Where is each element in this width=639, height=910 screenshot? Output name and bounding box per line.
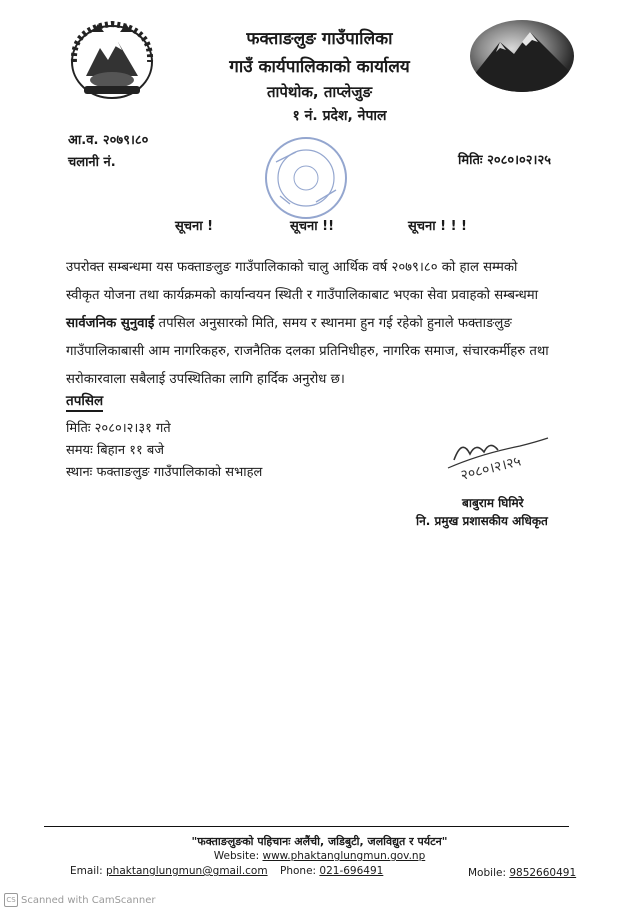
mobile-link[interactable]: 9852660491 [509,867,577,879]
signer-name: बाबुराम घिमिरे [462,496,524,510]
scanner-text: Scanned with CamScanner [21,895,156,906]
email-label: Email: [70,865,107,877]
body-line: सरोकारवाला सबैलाई उपस्थितिका लागि हार्दिक अनुरोध छ। [66,372,345,387]
signer-title: नि. प्रमुख प्रशासकीय अधिकृत [416,514,548,528]
signature-date: २०८०।२।२५ [459,453,523,484]
body-line: स्वीकृत योजना तथा कार्यक्रमको कार्यान्वयन स्थिती र गाउँपालिकाबाट भएका सेवा प्रवाहको सम्बन्धमा [66,288,539,303]
office-name: फक्ताङलुङ गाउँपालिका [246,29,393,49]
office-address: तापेथोक, ताप्लेजुङ [266,83,373,101]
details-heading: तपसिल [66,392,103,412]
website-label: Website: [213,850,263,862]
footer-mobile [468,867,576,879]
notice-body [66,254,586,394]
body-line [66,310,586,338]
office-subtitle: गाउँ कार्यपालिकाको कार्यालय [229,57,410,77]
notice-heading-3: सूचना ! ! ! [408,219,467,234]
event-time: समयः बिहान ११ बजे [66,443,164,458]
body-line: गाउँपालिकाबासी आम नागरिकहरु, राजनैतिक दलका प्रतिनिधीहरु, नागरिक समाज, संचारकर्मीहरु तथा [66,344,549,359]
body-line-rest: तपसिल अनुसारको मिति, समय र स्थानमा हुन गई रहेको हुनाले फक्ताङलुङ [154,316,512,331]
dispatch-number: चलानी नं. [68,155,116,170]
event-place: स्थानः फक्ताङलुङ गाउँपालिकाको सभाहल [66,465,263,480]
fiscal-year: आ.व. २०७९।८० [68,133,149,148]
email-link[interactable]: phaktanglungmun@gmail.com [106,865,268,877]
camscanner-icon: CS [4,893,18,907]
office-stamp-icon [256,132,356,224]
public-hearing-term: सार्वजनिक सुनुवाई [66,316,155,331]
letter-date: मितिः २०८०।०२।२५ [458,153,552,168]
website-link[interactable]: www.phaktanglungmun.gov.np [262,850,426,862]
event-date: मितिः २०८०।२।३१ गते [66,421,171,436]
footer-slogan: "फक्ताङलुङको पहिचानः अलैंची, जडिबुटी, जलविद्युत र पर्यटन" [191,835,448,848]
footer-divider [44,826,569,827]
phone-label: Phone: [280,865,320,877]
body-line: उपरोक्त सम्बन्धमा यस फक्ताङलुङ गाउँपालिकाको चालु आर्थिक वर्ष २०७९।८० को हाल सम्मको [66,260,518,275]
handwritten-signature-icon [440,424,560,488]
phone-link[interactable]: 021-696491 [319,865,384,877]
notice-heading-2: सूचना !! [290,219,335,234]
notice-heading-1: सूचना ! [175,219,214,234]
scanner-watermark [4,893,156,907]
mobile-label: Mobile: [468,867,510,879]
footer-email [70,865,268,877]
office-province: १ नं. प्रदेश, नेपाल [292,108,387,124]
footer-phone [280,865,383,877]
footer-website [0,850,639,862]
